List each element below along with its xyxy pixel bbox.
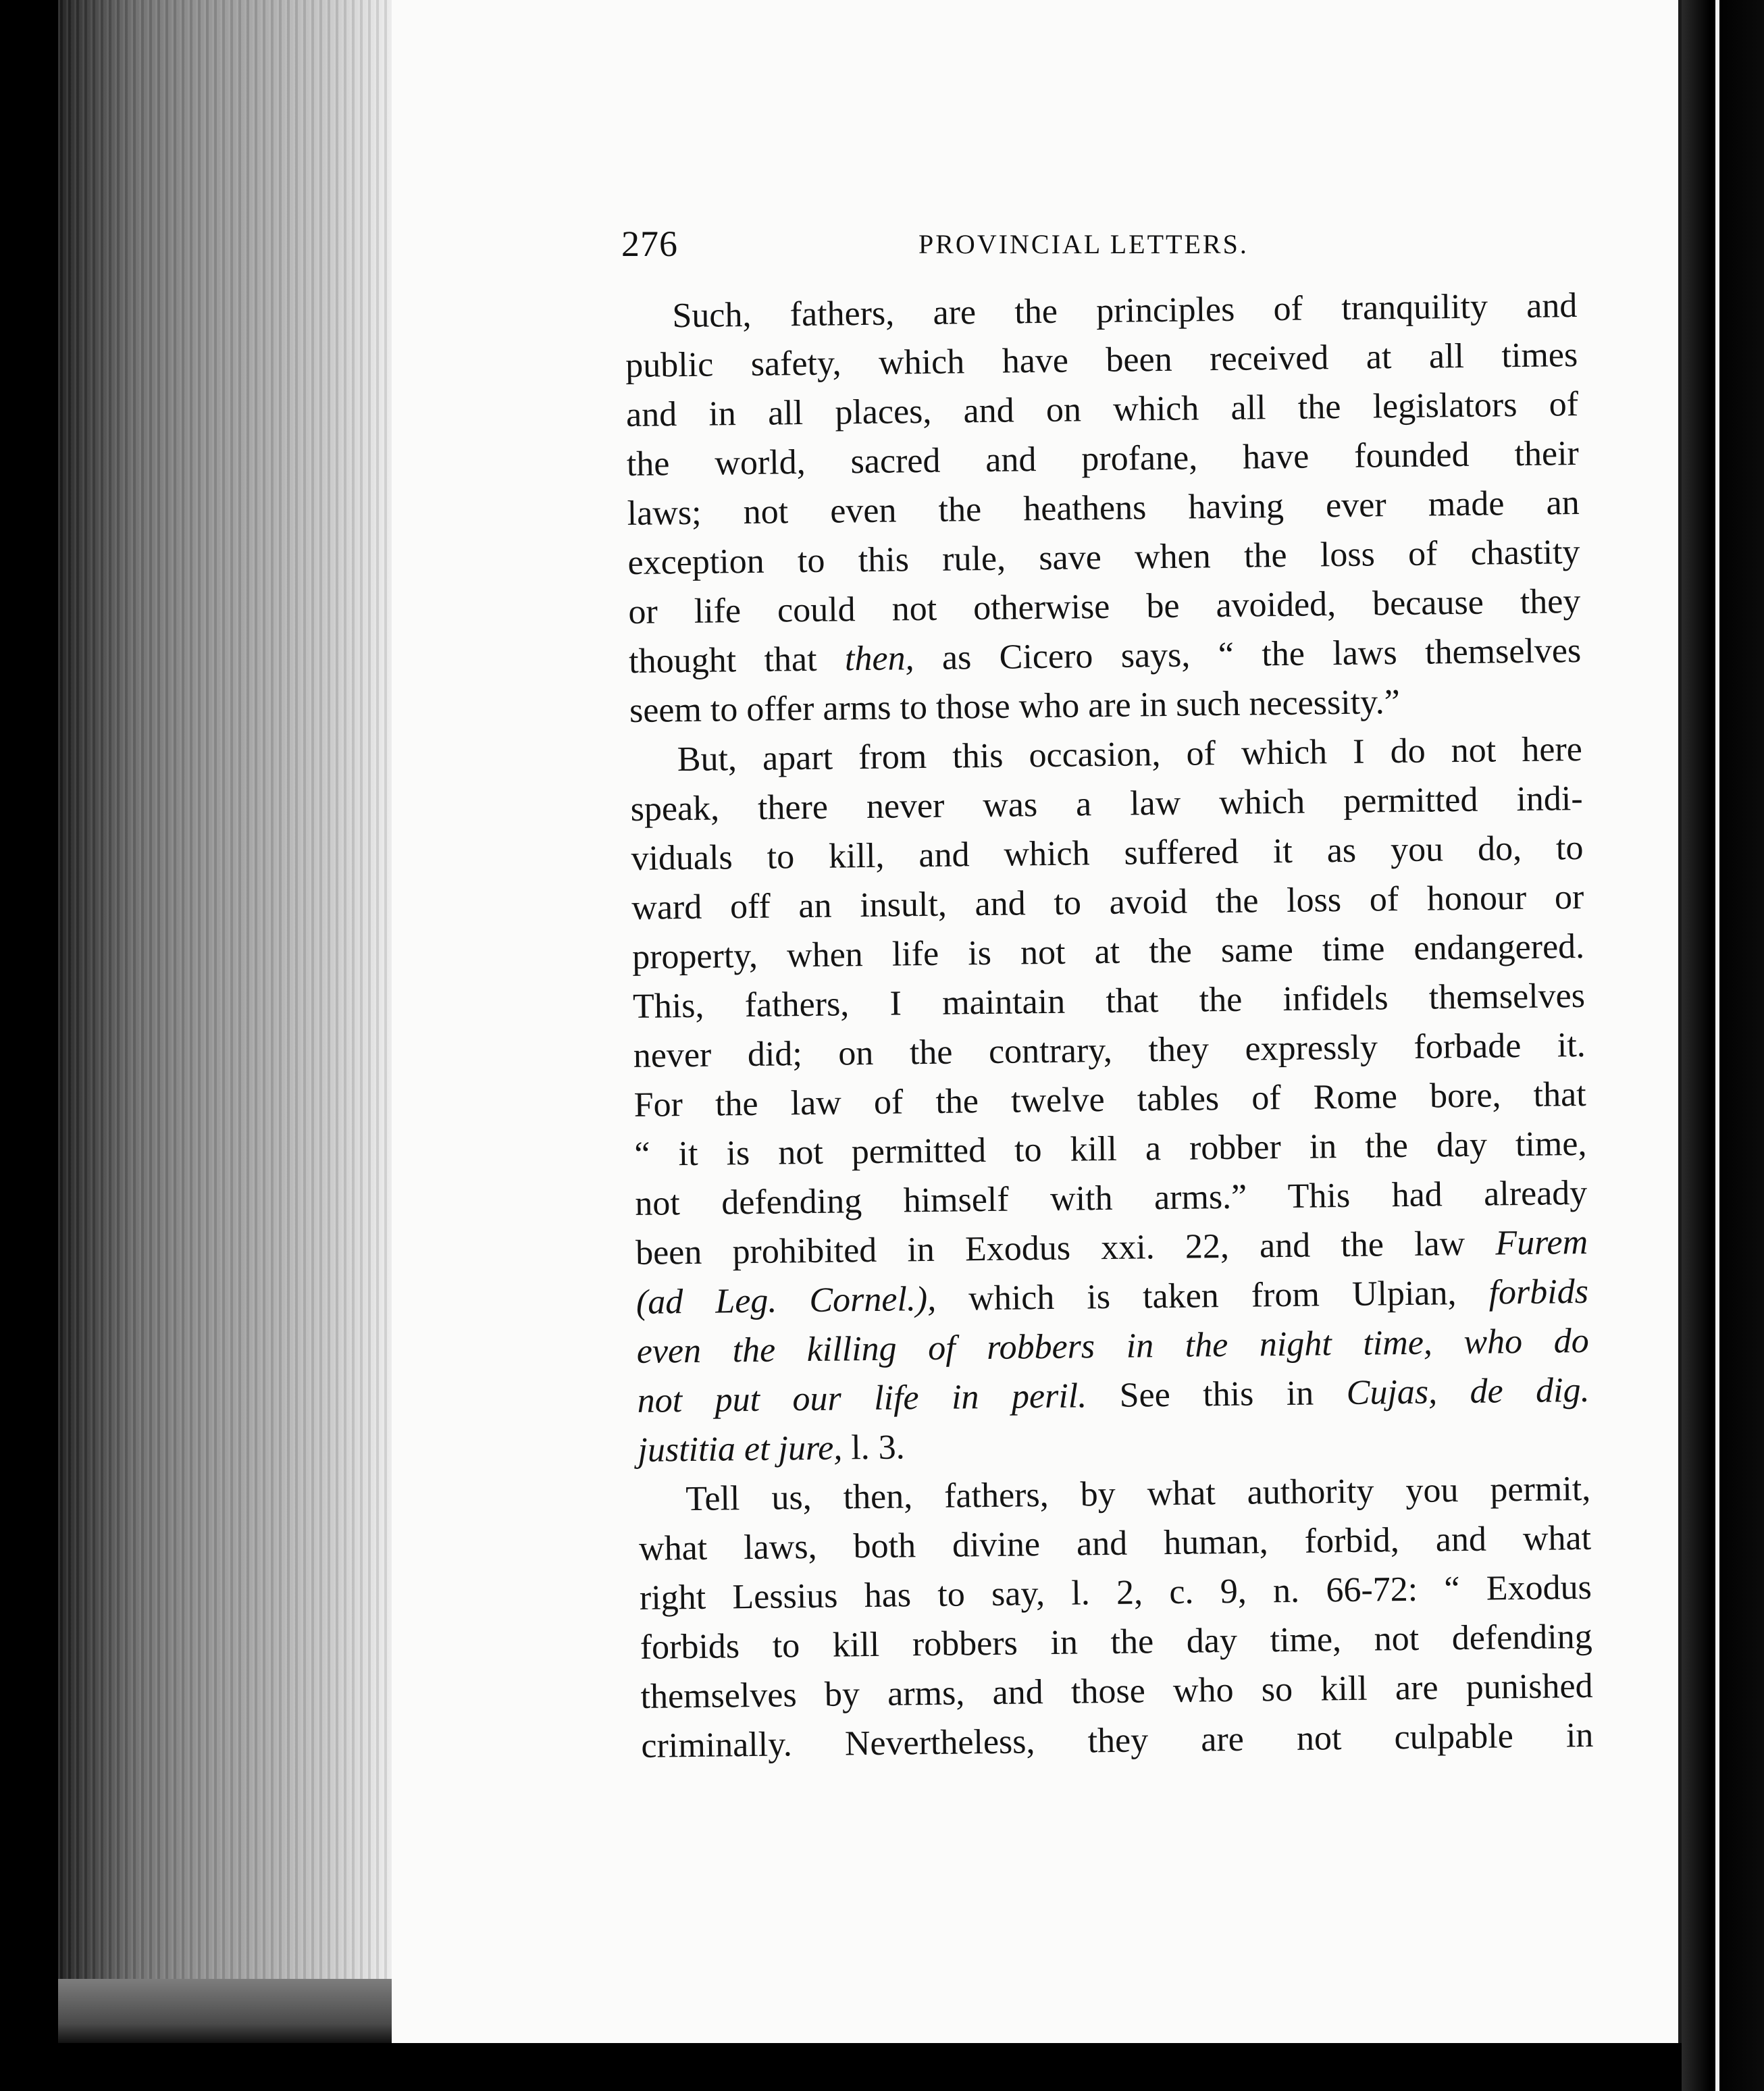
text-segment: But, apart from this occasion, of which I do not here [677,729,1583,779]
running-title: PROVINCIAL LETTERS. [918,229,1249,259]
italic-text: not put our life in peril. [637,1376,1087,1420]
text-segment: thought that [628,640,846,681]
text-segment: For the law of the twelve tables of Rome bore, that [633,1075,1586,1125]
book-bottom-edge [58,1979,436,2043]
italic-text: justitia et jure, [638,1428,843,1470]
text-segment: This, fathers, I maintain that the infidels themselves [632,976,1586,1026]
text-segment: right Lessius has to say, l. 2, c. 9, n. 66-72: “ Exodus [639,1568,1592,1618]
text-segment: as Cicero says, “ the laws themselves [914,631,1582,678]
text-segment: public safety, which have been received at all times [625,335,1578,385]
italic-text: Furem [1495,1222,1588,1263]
text-segment: criminally. Nevertheless, they are not culpable in [641,1715,1594,1765]
page-number: 276 [621,224,678,264]
italic-text: then, [844,639,914,679]
text-segment: which is taken from Ulpian, [935,1273,1489,1318]
running-head [621,223,1297,263]
text-segment: exception to this rule, save when the loss of chastity [627,532,1580,582]
italic-text: Cujas, de dig. [1346,1370,1590,1412]
text-segment: forbids to kill robbers in the day time, not defending [640,1617,1593,1667]
text-segment: speak, there never was a law which permitted indi- [630,779,1583,829]
text-segment: the world, sacred and profane, have founded their [626,434,1580,484]
text-segment: l. 3. [841,1428,906,1468]
scan-margin-line [1715,0,1719,2091]
text-segment: ward off an insult, and to avoid the loss of honour or [631,877,1584,927]
text-segment: and in all places, and on which all the legislators of [625,384,1579,434]
text-segment: property, when life is not at the same time endangered. [631,927,1585,977]
text-segment: Tell us, then, fathers, by what authority you permit, [685,1469,1591,1519]
text-segment: what laws, both divine and human, forbid, and what [638,1518,1592,1568]
text-segment: never did; on the contrary, they expressly forbade it. [633,1025,1586,1075]
text-segment: themselves by arms, and those who so kill are punished [640,1666,1593,1716]
text-segment: seem to offer arms to those who are in such necessity.” [629,683,1401,730]
scan-margin [1682,0,1764,2091]
text-segment: been prohibited in Exodus xxi. 22, and the law [635,1224,1496,1272]
text-segment: Such, fathers, are the principles of tranquility and [672,286,1578,336]
text-segment: viduals to kill, and which suffered it as you do, to [631,828,1584,878]
text-segment: laws; not even the heathens having ever made an [627,483,1580,533]
text-segment: not defending himself with arms.” This had already [634,1173,1588,1223]
text-segment: or life could not otherwise be avoided, because they [628,582,1581,631]
italic-text: even the killing of robbers in the night time, who do [636,1321,1590,1371]
text-segment: See this in [1086,1373,1347,1416]
book-page-edges [58,0,409,2033]
text-segment: “ it is not permitted to kill a robber in the day time, [634,1124,1587,1174]
body-text [625,281,1594,1771]
italic-text: (ad Leg. Cornel.), [635,1279,937,1322]
italic-text: forbids [1488,1272,1589,1312]
